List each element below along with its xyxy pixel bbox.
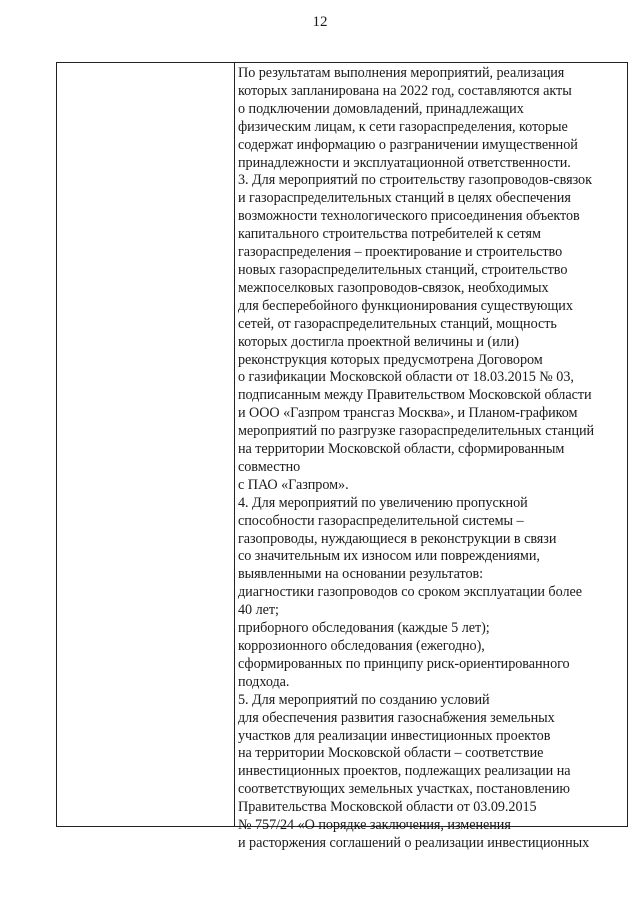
text-line: межпоселковых газопроводов-связок, необходимых: [238, 279, 549, 296]
text-line: инвестиционных проектов, подлежащих реализации на: [238, 763, 571, 780]
text-line: для бесперебойного функционирования существующих: [238, 297, 573, 314]
left-cell: [57, 63, 234, 826]
text-line: сформированных по принципу риск-ориентированного: [238, 655, 570, 672]
text-line: которых достигла проектной величины и (или): [238, 333, 519, 350]
text-line: реконструкция которых предусмотрена Договором: [238, 351, 543, 368]
text-line: совместно: [238, 458, 301, 475]
text-line: на территории Московской области – соответствие: [238, 745, 544, 762]
text-line: № 757/24 «О порядке заключения, изменения: [238, 817, 511, 834]
text-line: для обеспечения развития газоснабжения земельных: [238, 709, 555, 726]
text-line: капитального строительства потребителей к сетям: [238, 226, 541, 243]
text-line: 5. Для мероприятий по созданию условий: [238, 691, 490, 708]
text-line: Правительства Московской области от 03.09.2015: [238, 799, 537, 816]
text-line: приборного обследования (каждые 5 лет);: [238, 620, 490, 637]
text-line: и газораспределительных станций в целях обеспечения: [238, 190, 571, 207]
document-table: [56, 62, 628, 851]
text-line: 4. Для мероприятий по увеличению пропускной: [238, 494, 528, 511]
page-number: 12: [312, 14, 328, 30]
text-line: соответствующих земельных участках, постановлению: [238, 781, 570, 798]
text-line: газораспределения – проектирование и строительство: [238, 244, 563, 261]
text-line: о газификации Московской области от 18.03.2015 № 03,: [238, 369, 574, 386]
text-line: новых газораспределительных станций, строительство: [238, 261, 568, 278]
text-line: со значительным их износом или повреждениями,: [238, 548, 540, 565]
text-line: содержат информацию о разграничении имущественной: [238, 136, 578, 153]
text-line: участков для реализации инвестиционных проектов: [238, 727, 551, 744]
text-line: о подключении домовладений, принадлежащих: [238, 100, 524, 117]
text-line: физическим лицам, к сети газораспределения, которые: [238, 118, 568, 135]
text-line: на территории Московской области, сформированным: [238, 441, 565, 458]
text-line: и расторжения соглашений о реализации инвестиционных: [238, 834, 590, 851]
text-line: с ПАО «Газпром».: [238, 476, 349, 493]
text-line: 40 лет;: [238, 602, 279, 619]
text-line: коррозионного обследования (ежегодно),: [238, 638, 485, 654]
text-line: сетей, от газораспределительных станций, мощность: [238, 315, 557, 332]
text-line: которых запланирована на 2022 год, составляются акты: [238, 82, 572, 99]
right-cell-text: [238, 65, 626, 853]
text-line: принадлежности и эксплуатационной ответственности.: [238, 154, 571, 171]
text-line: выявленными на основании результатов:: [238, 566, 484, 583]
text-line: мероприятий по разгрузке газораспределительных станций: [238, 423, 595, 440]
text-line: способности газораспределительной системы –: [238, 512, 524, 529]
text-line: газопроводы, нуждающиеся в реконструкции в связи: [238, 530, 557, 547]
text-line: диагностики газопроводов со сроком эксплуатации более: [238, 584, 582, 601]
text-line: По результатам выполнения мероприятий, реализация: [238, 65, 565, 81]
text-line: возможности технологического присоединения объектов: [238, 208, 580, 225]
column-divider: [234, 63, 235, 826]
text-line: 3. Для мероприятий по строительству газопроводов-связок: [238, 172, 592, 189]
text-line: подхода.: [238, 673, 290, 690]
text-line: и ООО «Газпром трансгаз Москва», и Планом-графиком: [238, 405, 578, 422]
text-line: подписанным между Правительством Московской области: [238, 387, 592, 404]
